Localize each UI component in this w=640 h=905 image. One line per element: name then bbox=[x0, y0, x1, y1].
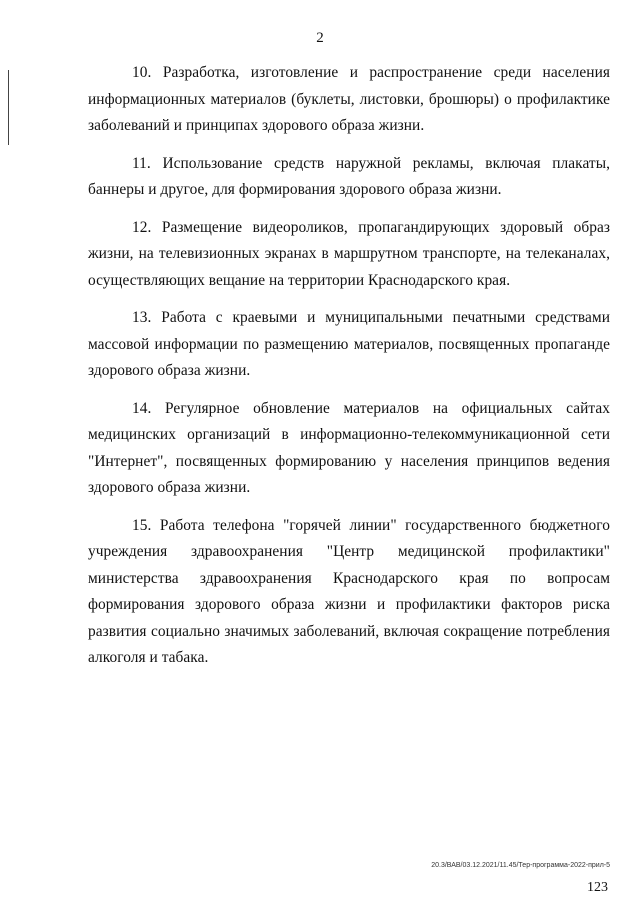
document-reference-code: 20.3/ВАВ/03.12.2021/11.45/Тер-программа-2022-прил-5 bbox=[431, 862, 610, 869]
page-number: 2 bbox=[316, 30, 324, 46]
paragraph-11: 11. Использование средств наружной рекламы, включая плакаты, баннеры и другое, для формирования здорового образа жизни. bbox=[88, 154, 610, 198]
paragraph-10: 10. Разработка, изготовление и распространение среди населения информационных материалов (буклеты, листовки, брошюры) о профилактике заболеваний и принципах здорового образа жизни. bbox=[88, 64, 610, 134]
paragraph-15: 15. Работа телефона "горячей линии" государственного бюджетного учреждения здравоохранения "Центр медицинской профилактики" министерства здравоохранения Краснодарского края по вопросам формирования здорового образа жизни и профилактики факторов риска развития социально значимых заболеваний, включая сокращение потребления алкоголя и табака. bbox=[88, 516, 610, 666]
sheet-number: 123 bbox=[587, 880, 608, 895]
document-body bbox=[88, 60, 610, 672]
paragraph-12: 12. Размещение видеороликов, пропагандирующих здоровый образ жизни, на телевизионных экранах в маршрутном транспорте, на телеканалах, осуществляющих вещание на территории Краснодарского края. bbox=[88, 218, 610, 289]
paragraph-13: 13. Работа с краевыми и муниципальными печатными средствами массовой информации по размещению материалов, посвященных пропаганде здорового образа жизни. bbox=[88, 309, 610, 379]
paragraph-14: 14. Регулярное обновление материалов на официальных сайтах медицинских организаций в информационно-телекоммуникационной сети "Интернет", посвященных формированию у населения принципов ведения здорового образа жизни. bbox=[88, 399, 610, 496]
scan-margin-mark bbox=[8, 70, 9, 145]
